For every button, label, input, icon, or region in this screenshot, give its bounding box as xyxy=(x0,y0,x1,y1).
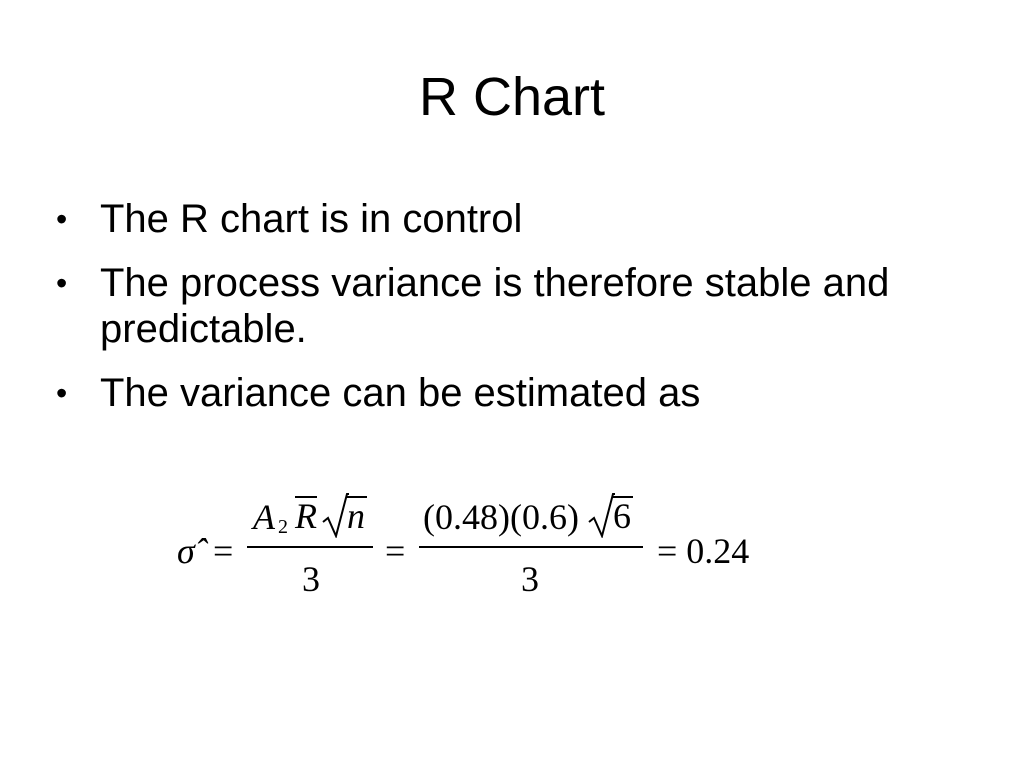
denominator-3: 3 xyxy=(302,559,320,599)
fraction-bar xyxy=(247,546,373,548)
sqrt-icon xyxy=(587,492,615,538)
fraction-bar xyxy=(419,546,643,548)
denominator-3: 3 xyxy=(521,559,539,599)
bullet-text: The R chart is in control xyxy=(100,197,523,241)
sqrt-icon xyxy=(321,492,349,538)
numerator-text: (0.48)(0.6) xyxy=(423,497,579,537)
a-subscript: 2 xyxy=(278,516,288,538)
bullet-text: The variance can be estimated as xyxy=(100,371,701,415)
bullet-text: The process variance is therefore stable and predictable. xyxy=(100,261,890,351)
fraction-a2-rbar-sqrt-n xyxy=(247,488,375,608)
bullet-item xyxy=(52,370,952,416)
fraction-numeric xyxy=(419,488,645,608)
equals-sign: = xyxy=(385,531,406,571)
sqrt-argument: 6 xyxy=(613,496,631,536)
bullet-item xyxy=(52,196,952,242)
bullet-icon: • xyxy=(56,201,68,237)
equals-sign: = xyxy=(213,531,234,571)
variance-formula xyxy=(175,488,775,608)
n-symbol: n xyxy=(347,496,365,536)
r-bar-symbol: R xyxy=(295,496,317,536)
a-symbol: A xyxy=(253,497,275,537)
bullet-list xyxy=(52,196,952,434)
result-value: = 0.24 xyxy=(657,531,750,571)
bullet-icon: • xyxy=(56,265,68,301)
slide-title: R Chart xyxy=(418,67,606,127)
sigma-hat-symbol: σ̂ xyxy=(177,531,195,571)
bullet-icon: • xyxy=(56,375,68,411)
bullet-item xyxy=(52,260,952,352)
